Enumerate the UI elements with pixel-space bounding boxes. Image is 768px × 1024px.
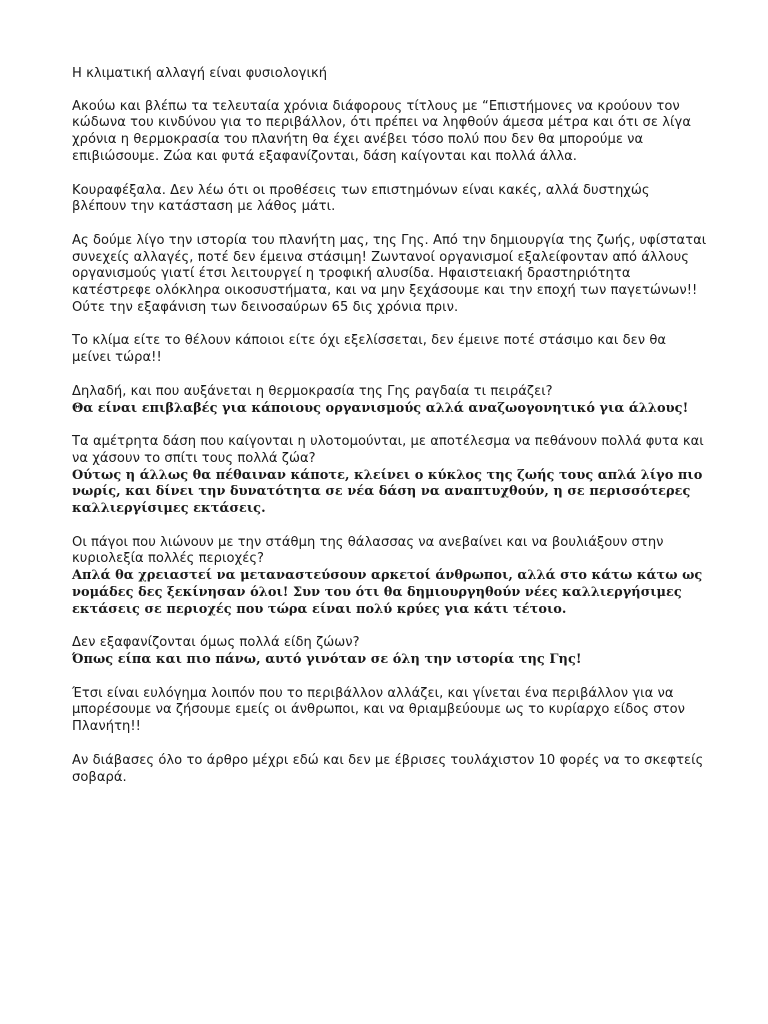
paragraph-intro: Ακούω και βλέπω τα τελευταία χρόνια διάφορους τίτλους με “Επιστήμονες να κρούουν τον κώδωνα του κινδύνου για το περιβάλλον, ότι πρέπει να ληφθούν άμεσα μέτρα και ότι σε λίγα χρόνια η θερμοκρασία του πλανήτη θα έχει ανέβει τόσο πολύ που δεν θα μπορούμε να επιβιώσουμε. Ζώα και φυτά εξαφανίζονται, δάση καίγονται και πολλά άλλα.	[72, 98, 692, 164]
qa-answer: Όπως είπα και πιο πάνω, αυτό γινόταν σε όλη την ιστορία της Γης!	[72, 651, 582, 667]
document-body	[72, 66, 708, 803]
qa-question: Δηλαδή, και που αυξάνεται η θερμοκρασία της Γης ραγδαία τι πειράζει?	[72, 383, 553, 399]
paragraph-conclusion: Έτσι είναι ευλόγημα λοιπόν που το περιβάλλον αλλάζει, και γίνεται ένα περιβάλλον για να μπορέσουμε να ζήσουμε εμείς οι άνθρωποι, και να θριαμβεύουμε ως το κυρίαρχο είδος στον Πλανήτη!!	[72, 685, 685, 735]
qa-block-temperature	[72, 384, 708, 417]
qa-block-species	[72, 635, 708, 668]
qa-block-forests	[72, 434, 708, 518]
document-title: Η κλιματική αλλαγή είναι φυσιολογική	[72, 66, 328, 81]
paragraph-final: Αν διάβασες όλο το άρθρο μέχρι εδώ και δεν με έβρισες τουλάχιστον 10 φορές να το σκεφτείς σοβαρά.	[72, 752, 704, 785]
paragraph-climate: Το κλίμα είτε το θέλουν κάποιοι είτε όχι εξελίσσεται, δεν έμεινε ποτέ στάσιμο και δεν θα μείνει τώρα!!	[72, 333, 667, 366]
qa-answer: Απλά θα χρειαστεί να μεταναστεύσουν αρκετοί άνθρωποι, αλλά στο κάτω κάτω ως νομάδες δες ξεκίνησαν όλοι! Συν του ότι θα δημιουργηθούν νέες καλλιεργήσιμες εκτάσεις σε περιοχές που τώρα είναι πολύ κρύες για κάτι τέτοιο.	[72, 568, 703, 617]
qa-answer: Ούτως η άλλως θα πέθαιναν κάποτε, κλείνει ο κύκλος της ζωής τους απλά λίγο πιο νωρίς, και δίνει την δυνατότητα σε νέα δάση να αναπτυχθούν, η σε περισσότερες καλλιεργίσιμες εκτάσεις.	[72, 467, 703, 517]
qa-block-ice	[72, 535, 708, 619]
paragraph-opinion: Κουραφέξαλα. Δεν λέω ότι οι προθέσεις των επιστημόνων είναι κακές, αλλά δυστηχώς βλέπουν την κατάσταση με λάθος μάτι.	[72, 182, 650, 215]
qa-question: Τα αμέτρητα δάση που καίγονται η υλοτομούνται, με αποτέλεσμα να πεθάνουν πολλά φυτα και να χάσουν το σπίτι τους πολλά ζώα?	[72, 434, 704, 466]
qa-question: Οι πάγοι που λιώνουν με την στάθμη της θάλασσας να ανεβαίνει και να βουλιάξουν στην κυριολεξία πολλές περιοχές?	[72, 534, 664, 567]
qa-question: Δεν εξαφανίζονται όμως πολλά είδη ζώων?	[72, 635, 360, 651]
paragraph-history: Ας δούμε λίγο την ιστορία του πλανήτη μας, της Γης. Από την δημιουργία της ζωής, υφίσταται συνεχείς αλλαγές, ποτέ δεν έμεινα στάσιμη! Ζωντανοί οργανισμοί εξαλείφονταν από άλλους οργανισμούς γιατί έτσι λειτουργεί η τροφική αλυσίδα. Ηφαιστειακή δραστηριότητα κατέστρεφε ολόκληρα οικοσυστήματα, και να μην ξεχάσουμε και την εποχή των παγετώνων!! Ούτε την εξαφάνιση των δεινοσαύρων 65 δις χρόνια πριν.	[72, 232, 707, 315]
qa-answer: Θα είναι επιβλαβές για κάποιους οργανισμούς αλλά αναζωογονητικό για άλλους!	[72, 400, 689, 416]
